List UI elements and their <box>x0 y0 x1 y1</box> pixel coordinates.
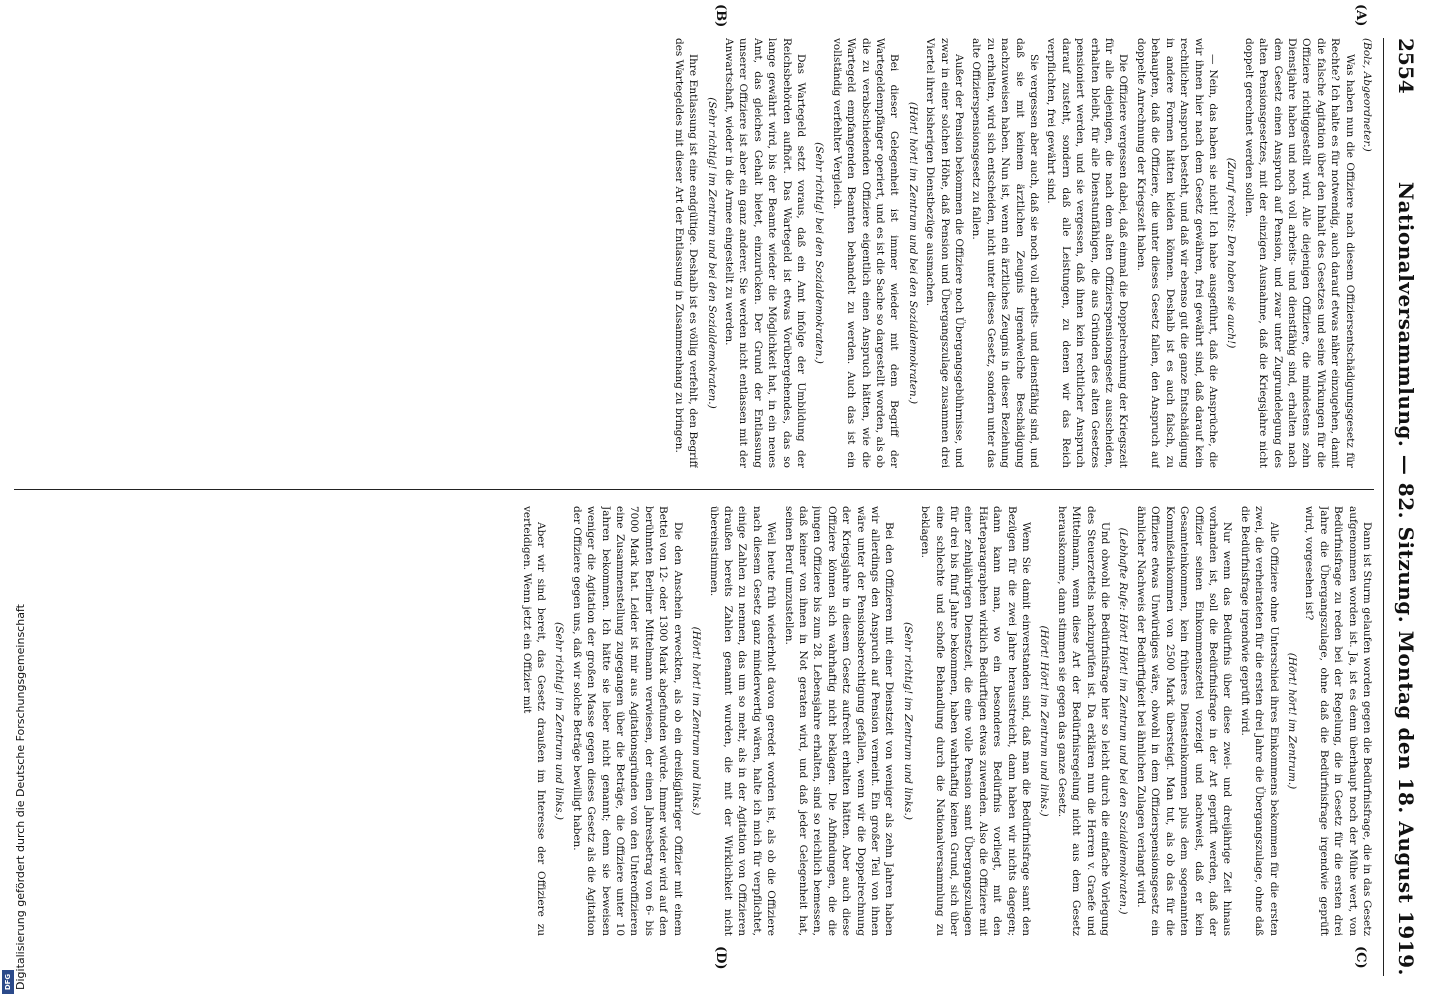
right-column <box>14 506 1374 936</box>
paragraph: Was haben nun die Offiziere nach diesem Offiziersentschädigungsgesetz für Rechte? Ich halte es für notwendig, auch darauf etwas näher einzugehen, damit die falsche Agitation über den Inhalt des Gesetzes und seine Wirkungen für die Offiziere richtiggestellt wird. Alle diejenigen Offiziere, die mindestens zehn Dienstjahre haben und noch voll arbeits- und dienstfähig sind, erhalten nach dem Gesetz einen Anspruch auf Pension, und zwar unter Zugrundelegung des alten Pensionsgesetzes, mit der einzigen Ausnahme, daß die Kriegsjahre nicht doppelt gerechnet werden sollen. <box>1242 38 1356 468</box>
paragraph: — Nein, das haben sie nicht! Ich habe ausgeführt, daß die Ansprüche, die wir ihnen hier nach dem Gesetz gewähren, frei gewährt sind, daß darauf kein rechtlicher Anspruch besteht, und daß wir ebenso gut die ganze Entschädigung in andere Formen hätten kleiden können. Deshalb ist es auch falsch, zu behaupten, daß die Offiziere, die unter dieses Gesetz fallen, den Anspruch auf doppelte Anrechnung der Kriegszeit haben. <box>1134 38 1219 468</box>
margin-marker-b: (B) <box>713 4 728 28</box>
dfg-logo: DFG <box>2 970 14 994</box>
sponsor-credit: Digitalisierung gefördert durch die Deutsche Forschungsgemeinschaft <box>14 604 27 990</box>
paragraph: Die Offiziere vergessen dabei, daß einmal die Doppelrechnung der Kriegszeit für alle diejenigen, die nach dem alten Offizierspensionsgesetz ausscheiden, erhalten bleibt, für alle Dienstunfähigen, die aus Gründen des alten Gesetzes pensioniert werden, und sie vergessen, daß ihnen kein rechtlicher Anspruch darauf zusteht, sondern daß alle Leistungen, zu denen wir das Reich verpflichten, frei gewährt sind. <box>1045 38 1130 468</box>
stage-direction: (Hört! Hört! im Zentrum und links.) <box>1038 625 1051 817</box>
paragraph: Bei dieser Gelegenheit ist immer wieder mit dem Begriff der Wartegeldempfänger operiert, und es ist die Sache so dargestellt worden, als ob die zu verabschiedenden Offiziere eigentlich einen Anspruch hätten, wie die Wartegeld empfangenden Beamten behandelt zu werden. Auch das ist ein vollständig verfehlter Vergleich. <box>830 38 901 468</box>
paragraph: Die den Anschein erweckten, als ob ein dreißigjähriger Offizier mit einem Bettel von 12- oder 1300 Mark abgefunden würde. Immer wieder wird auf den berühmten Berliner Mittelmann verwiesen, der einen Jahresbetrag von 6- bis 7000 Mark hat. Leider ist mir aus Agitationsgründen von den Unteroffizieren eine Zusammenstellung zugegangen über die Beträge, die Offiziere unter 10 Jahren bekommen. Ich hätte sie lieber nicht genannt; denn sie beweisen weniger die Agitation der großen Masse gegen dieses Gesetz als die Agitation der Offiziere gegen uns, daß wir solche Beträge bewilligt haben. <box>570 506 684 936</box>
page-number: 2554 <box>1394 38 1418 94</box>
stage-direction: (Hört! hört! im Zentrum.) <box>1285 652 1298 790</box>
header-rule <box>1383 38 1384 976</box>
paragraph: Sie vergessen aber auch, daß sie noch voll arbeits- und dienstfähig sind, und daß sie mit keinem ärztlichen Zeugnis irgendwelche Beschädigung nachzuweisen haben. Nun ist, wenn ein ärztliches Zeugnis in dieser Beziehung zu erhalten, wird sich entscheiden, nicht unter dieses Gesetz, sondern unter das alte Offizierspensionsgesetz zu fallen. <box>970 38 1041 468</box>
paragraph: Dann ist Sturm gelaufen worden gegen die Bedürfnisfrage, die in das Gesetz aufgenommen worden ist. Ja, ist es denn überhaupt noch der Mühe wert, von Bedürfnisfrage zu reden bei der Regelung, die in Gesetz für die ersten drei Jahre die Übergangszulage, ohne daß die Bedürfnisfrage irgendwie geprüft wird, vorgesehen ist? <box>1303 506 1373 936</box>
column-divider <box>14 489 1374 490</box>
paragraph: Das Wartegeld setzt voraus, daß ein Amt infolge der Umbildung der Reichsbehörden aufhört. Das Wartegeld ist etwas Vorübergehendes, das so lange gewährt wird, bis der Beamte wieder die Möglichkeit hat, in ein neues Amt, das gleiches Gehalt bietet, einzurücken. Der Grund der Entlassung unserer Offiziere ist aber ein ganz anderer. Sie werden nicht entlassen mit der Anwartschaft, wieder in die Armee eingestellt zu werden. <box>722 38 807 468</box>
margin-marker-d: (D) <box>713 946 728 970</box>
paragraph: Ihre Entlassung ist eine endgültige. Deshalb ist es völlig verfehlt, den Begriff des Wartegeldes mit dieser Art der Entlassung in Zusammenhang zu bringen. <box>672 38 700 468</box>
stage-direction: (Sehr richtig! im Zentrum und bei den Sozialdemokraten.) <box>705 97 718 409</box>
paragraph: Weil heute früh wiederholt davon geredet worden ist, als ob die Offiziere nach diesem Gesetz ganz minderwertig wären, halte ich mich für verpflichtet, einige Zahlen zu nennen, das um so mehr, als in der Agitation von Offizieren draußen bereits Zahlen genannt wurden, die mit der Wirklichkeit nicht übereinstimmen. <box>707 506 778 936</box>
margin-marker-a: (A) <box>1353 4 1368 27</box>
stage-direction: (Sehr richtig! bei den Sozialdemokraten.) <box>813 142 826 364</box>
paragraph: Und obwohl die Bedürfnisfrage hier so leicht durch die einfache Vorlegung des Steuerzettels nachzuprüfen ist. Da erklären nun die Herren v. Graefe und Mittelmann, wenn diese Art der Bedürfnisregelung nicht aus dem Gesetz herauskomme, dann stimmen sie gegen das ganze Gesetz. <box>1055 506 1112 936</box>
paragraph: Aber wir sind bereit, das Gesetz draußen im Interesse der Offiziere zu verteidigen. Wenn jetzt ein Offizier mit <box>520 506 548 936</box>
stage-direction: (Hört! hört! im Zentrum und bei den Sozialdemokraten.) <box>906 101 919 405</box>
paragraph: Alle Offiziere ohne Unterschied ihres Einkommens bekommen für die ersten zwei, die verheirateten für die ersten drei Jahre die Übergangszulage, ohne daß die Bedürfnisfrage irgendwie geprüft wird. <box>1238 506 1280 936</box>
paragraph: Außer der Pension bekommen die Offiziere noch Übergangsgebührnisse, und zwar in einer solchen Höhe, daß Pension und Übergangszulage zusammen drei Viertel ihrer bisherigen Dienstbezüge ausmachen. <box>924 38 966 468</box>
left-column <box>14 38 1374 468</box>
stage-direction: (Lebhafte Rufe: Hört! Hört! im Zentrum und bei den Sozialdemokraten.) <box>1117 527 1130 915</box>
page-header <box>1386 38 1426 976</box>
stage-direction: (Hört! hört! im Zentrum und links.) <box>690 626 703 816</box>
speaker-label: (Bolz, Abgeordneter.) <box>1361 38 1373 152</box>
paragraph: Wenn Sie damit einverstanden sind, daß man die Bedürfnisfrage samt den Bezügen für die zwei Jahre herausstreicht, dann haben wir nichts dagegen; dann kann man, wo ein besonderes Bedürfnis vorliegt, mit den Härteparagraphen wirklich Bedürftigen etwas zuwenden. Also die Offiziere mit einer zehnjährigen Dienstzeit, die eine volle Pension samt Übergangszulagen für drei bis fünf Jahre bekommen, haben wahrhaftig keinen Grund, sich über eine schlechte und schofle Behandlung durch die Nationalversammlung zu beklagen. <box>919 506 1033 936</box>
paragraph: Bei den Offizieren mit einer Dienstzeit von weniger als zehn Jahren haben wir allerdings den Anspruch auf Pension verneint. Ein großer Teil von ihnen wäre unter der Pensionsberechtigung gefallen, wenn wir die Doppelrechnung der Kriegsjahre in diesem Gesetz aufrecht erhalten hätten. Aber auch diese Offiziere können sich wahrhaftig nicht beklagen. Die Abfindungen, die die jungen Offiziere bis zum 28. Lebensjahre erhalten, sind so reichlich bemessen, daß keiner von ihnen in Not geraten wird, und daß jeder Gelegenheit hat, seinen Beruf umzustellen. <box>782 506 896 936</box>
stage-direction: (Zuruf rechts: Den haben sie auch!) <box>1225 157 1238 349</box>
margin-marker-c: (C) <box>1353 946 1368 969</box>
stage-direction: (Sehr richtig! im Zentrum und links.) <box>553 622 566 820</box>
paragraph: Nur wenn das Bedürfnis über diese zwei- und dreijährige Zeit hinaus vorhanden ist, soll die Bedürfnisfrage in der Art geprüft werden, daß der Offizier seinen Einkommenszettel vorzeigt und nachweist, daß er kein Gesamteinkommen, kein früheres Diensteinkommen plus dem sogenannten Kommißeinkommen von 2500 Mark übersteigt. Man tut, als ob das für die Offiziere etwas Unwürdiges wäre, obwohl in dem Offizierspensionsgesetz ein ähnlicher Nachweis der Bedürftigkeit bei ähnlichen Zulagen verlangt wird. <box>1134 506 1234 936</box>
page-title: Nationalversammlung. — 82. Sitzung. Montag den 18. August 1919. <box>1394 181 1418 976</box>
stage-direction: (Sehr richtig! im Zentrum und links.) <box>901 622 914 820</box>
